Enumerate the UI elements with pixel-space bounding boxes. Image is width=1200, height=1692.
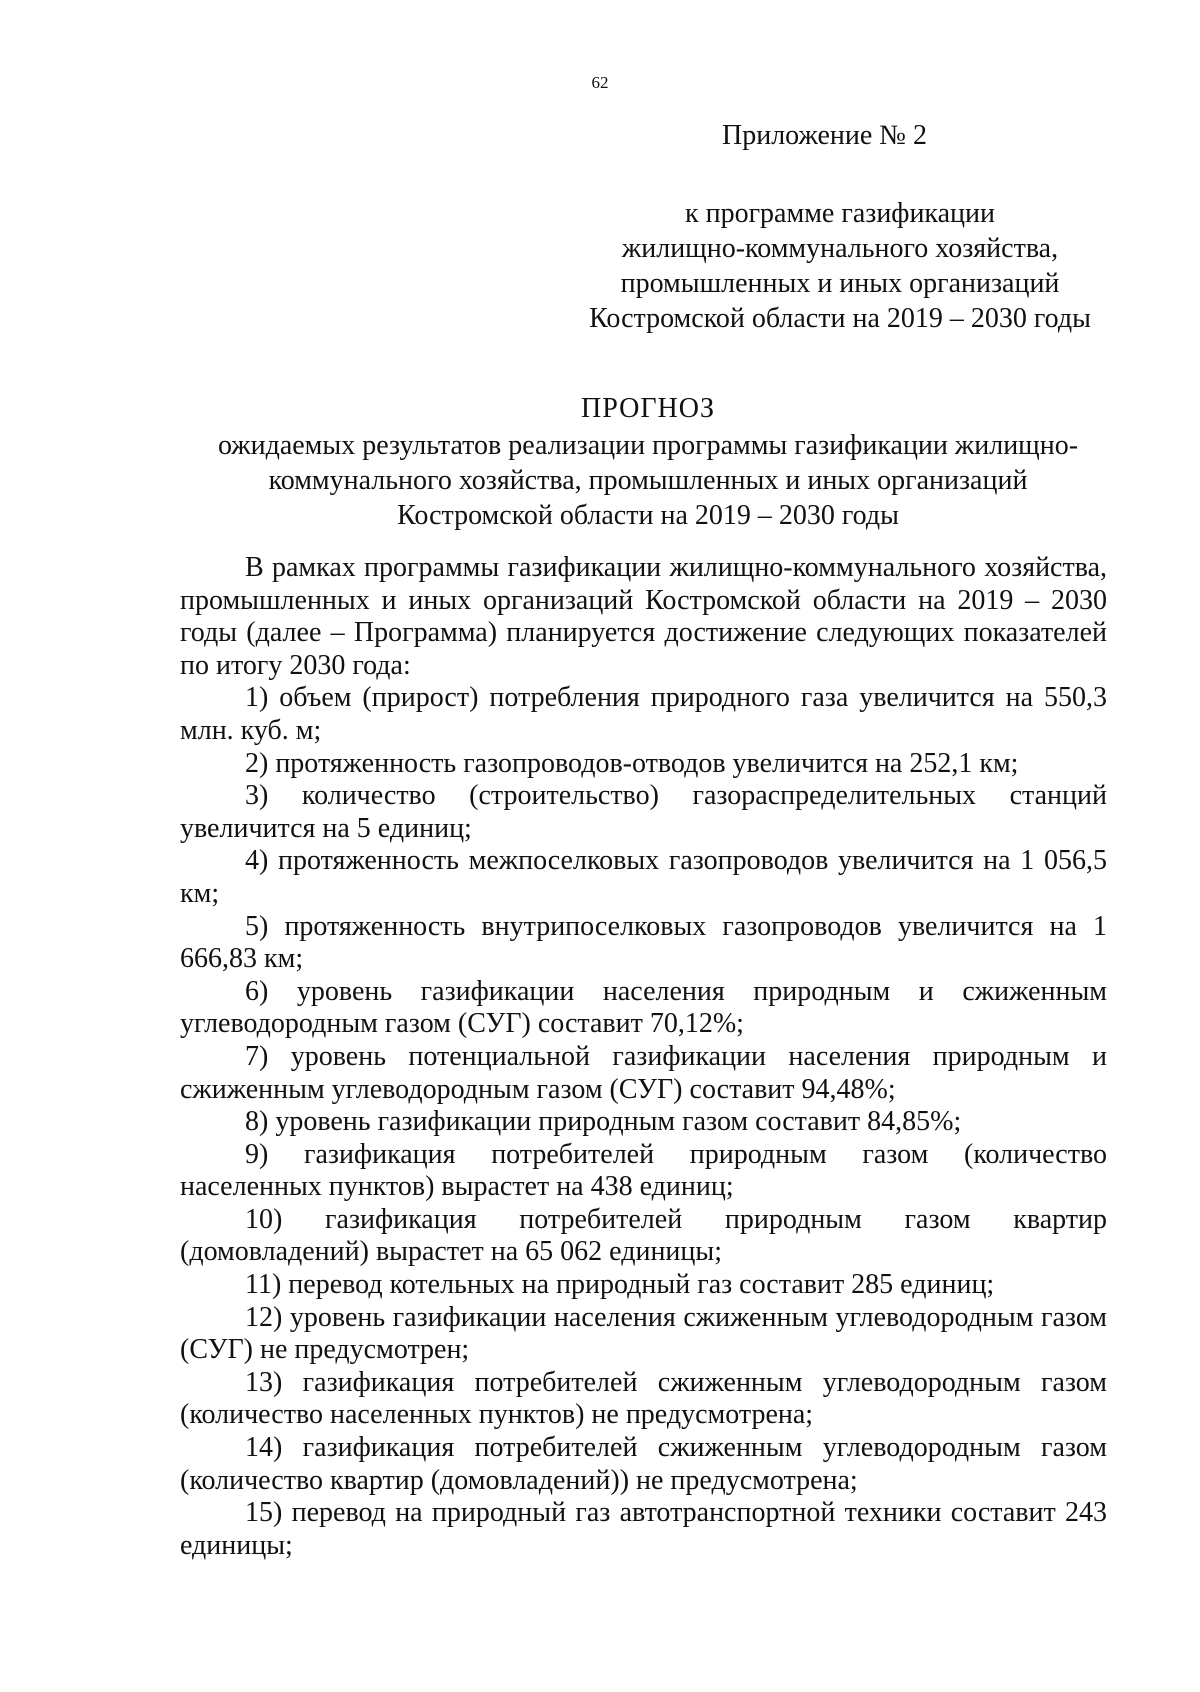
list-item: 8) уровень газификации природным газом составит 84,85%; bbox=[245, 1106, 962, 1138]
body-text bbox=[180, 552, 1107, 1562]
subtitle-line: Костромской области на 2019 – 2030 годы bbox=[397, 500, 899, 531]
appendix-reference-line: к программе газификации bbox=[684, 198, 995, 229]
appendix-reference bbox=[560, 196, 1120, 336]
list-item: 5) протяженность внутрипоселковых газопроводов увеличится на 1 666,83 км; bbox=[180, 910, 1107, 975]
list-item: 9) газификация потребителей природным газом (количество населенных пунктов) вырастет на 438 единиц; bbox=[180, 1138, 1107, 1203]
page-number: 62 bbox=[591, 73, 609, 92]
list-item: 15) перевод на природный газ автотранспортной техники составит 243 единицы; bbox=[180, 1497, 1107, 1561]
document-title: ПРОГНОЗ bbox=[580, 393, 715, 424]
appendix-reference-line: Костромской области на 2019 – 2030 годы bbox=[589, 303, 1091, 334]
list-item: 3) количество (строительство) газораспределительных станций увеличится на 5 единиц; bbox=[180, 780, 1107, 844]
document-subtitle bbox=[180, 428, 1116, 533]
list-item: 1) объем (прирост) потребления природного газа увеличится на 550,3 млн. куб. м; bbox=[180, 682, 1107, 746]
subtitle-line: коммунального хозяйства, промышленных и иных организаций bbox=[268, 465, 1028, 496]
appendix-reference-line: жилищно-коммунального хозяйства, bbox=[621, 233, 1059, 264]
list-item: 14) газификация потребителей сжиженным углеводородным газом (количество квартир (домовладений)) не предусмотрена; bbox=[180, 1432, 1107, 1496]
list-item: 7) уровень потенциальной газификации населения природным и сжиженным углеводородным газом (СУГ) составит 94,48%; bbox=[180, 1040, 1107, 1105]
list-item: 12) уровень газификации населения сжиженным углеводородным газом (СУГ) не предусмотрен; bbox=[180, 1301, 1107, 1366]
list-item: 13) газификация потребителей сжиженным углеводородным газом (количество населенных пунктов) не предусмотрена; bbox=[180, 1366, 1107, 1431]
intro-paragraph: В рамках программы газификации жилищно-коммунального хозяйства, промышленных и иных организаций Костромской области на 2019 – 2030 годы (далее – Программа) планируется достижение следующих показателей по итогу 2030 года: bbox=[180, 552, 1107, 681]
list-item: 4) протяженность межпоселковых газопроводов увеличится на 1 056,5 км; bbox=[180, 845, 1107, 909]
appendix-reference-line: промышленных и иных организаций bbox=[620, 268, 1060, 299]
list-item: 10) газификация потребителей природным газом квартир (домовладений) вырастет на 65 062 единицы; bbox=[180, 1203, 1107, 1268]
list-item: 2) протяженность газопроводов-отводов увеличится на 252,1 км; bbox=[245, 747, 1019, 779]
appendix-label: Приложение № 2 bbox=[722, 120, 927, 151]
subtitle-line: ожидаемых результатов реализации программы газификации жилищно- bbox=[217, 430, 1079, 461]
list-item: 6) уровень газификации населения природным и сжиженным углеводородным газом (СУГ) составит 70,12%; bbox=[180, 975, 1107, 1040]
list-item: 11) перевод котельных на природный газ составит 285 единиц; bbox=[245, 1269, 995, 1301]
